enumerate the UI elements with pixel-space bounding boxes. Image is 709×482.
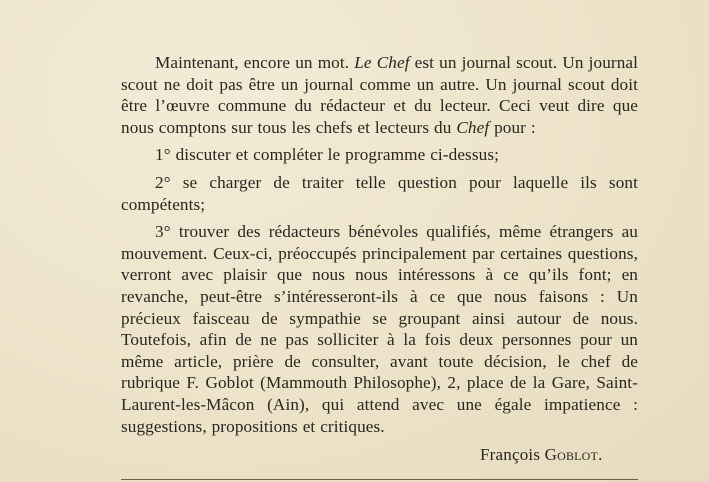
journal-name-2: Chef bbox=[456, 117, 490, 137]
journal-name: Le Chef bbox=[354, 53, 410, 72]
bottom-rule bbox=[121, 479, 638, 480]
intro-paragraph bbox=[121, 52, 638, 138]
list-item-3: 3° trouver des rédacteurs bénévoles qualifiés, même étrangers au mouvement. Ceux-ci, préoccupés principalement par certaines questions, verront avec plaisir que nous nous intéressons à ce qu’ils font; en revanche, peut-être s’intéresseront-ils à ce que nous faisons : Un précieux faisceau de sympathie se groupant ainsi autour de nous. Toutefois, afin de ne pas solliciter à la fois deux personnes pour un même article, prière de consulter, avant toute décision, le chef de rubrique F. Goblot (Mammouth Philosophe), 2, place de la Gare, Saint-Laurent-les-Mâcon (Ain), qui attend avec une égale impatience : suggestions, propositions et critiques. bbox=[121, 222, 638, 436]
signature bbox=[480, 444, 603, 465]
list-item-1: 1° discuter et compléter le programme ci-dessus; bbox=[155, 145, 499, 165]
signature-first-name: François bbox=[480, 445, 545, 464]
intro-text-1: Maintenant, encore un mot. bbox=[155, 53, 355, 72]
signature-punct: . bbox=[598, 445, 603, 464]
article-body bbox=[121, 52, 638, 443]
intro-text-3: pour : bbox=[489, 117, 536, 137]
list-item-2: 2° se charger de traiter telle question pour laquelle ils sont compétents; bbox=[121, 172, 638, 214]
intro-text-2: est un journal scout. Un journal scout ne doit pas être un journal comme un autre. Un journal scout doit être l’œuvre commune du rédacteur et du lecteur. Ceci veut dire que nous comptons sur tous les chefs et lecteurs du bbox=[121, 53, 639, 137]
signature-last-name: Goblot bbox=[544, 445, 599, 464]
